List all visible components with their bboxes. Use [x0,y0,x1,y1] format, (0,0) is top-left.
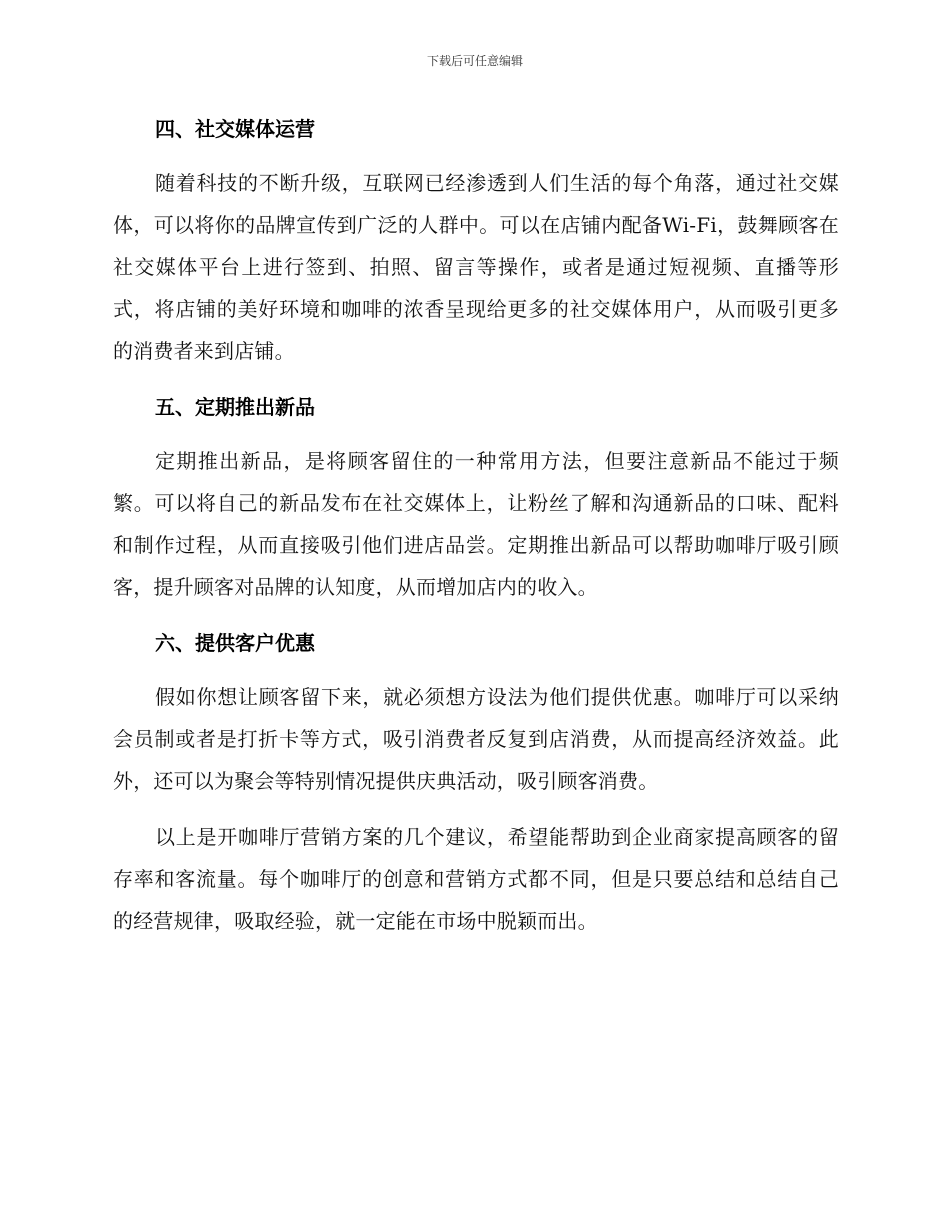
conclusion-paragraph: 以上是开咖啡厅营销方案的几个建议，希望能帮助到企业商家提高顾客的留存率和客流量。每个咖啡厅的创意和营销方式都不同，但是只要总结和总结自己的经营规律，吸取经验，就一定能在市场中脱颖而出。 [113,825,839,933]
section-paragraph: 定期推出新品，是将顾客留住的一种常用方法，但要注意新品不能过于频繁。可以将自己的新品发布在社交媒体上，让粉丝了解和沟通新品的口味、配料和制作过程，从而直接吸引他们进店品尝。定期推出新品可以帮助咖啡厅吸引顾客，提升顾客对品牌的认知度，从而增加店内的收入。 [113,449,839,599]
document-body [113,108,839,942]
section-paragraph: 随着科技的不断升级，互联网已经渗透到人们生活的每个角落，通过社交媒体，可以将你的品牌宣传到广泛的人群中。可以在店铺内配备Wi-Fi，鼓舞顾客在社交媒体平台上进行签到、拍照、留言等操作，或者是通过短视频、直播等形式，将店铺的美好环境和咖啡的浓香呈现给更多的社交媒体用户，从而吸引更多的消费者来到店铺。 [113,171,839,363]
section-new-products [113,386,839,608]
section-social-media [113,108,839,372]
section-heading: 五、定期推出新品 [155,395,315,419]
section-customer-discounts [113,622,839,802]
header-note: 下载后可任意编辑 [426,54,523,68]
section-paragraph: 假如你想让顾客留下来，就必须想方设法为他们提供优惠。咖啡厅可以采纳会员制或者是打折卡等方式，吸引消费者反复到店消费，从而提高经济效益。此外，还可以为聚会等特别情况提供庆典活动，吸引顾客消费。 [113,685,839,793]
section-heading: 四、社交媒体运营 [155,117,315,141]
section-heading: 六、提供客户优惠 [155,631,315,655]
